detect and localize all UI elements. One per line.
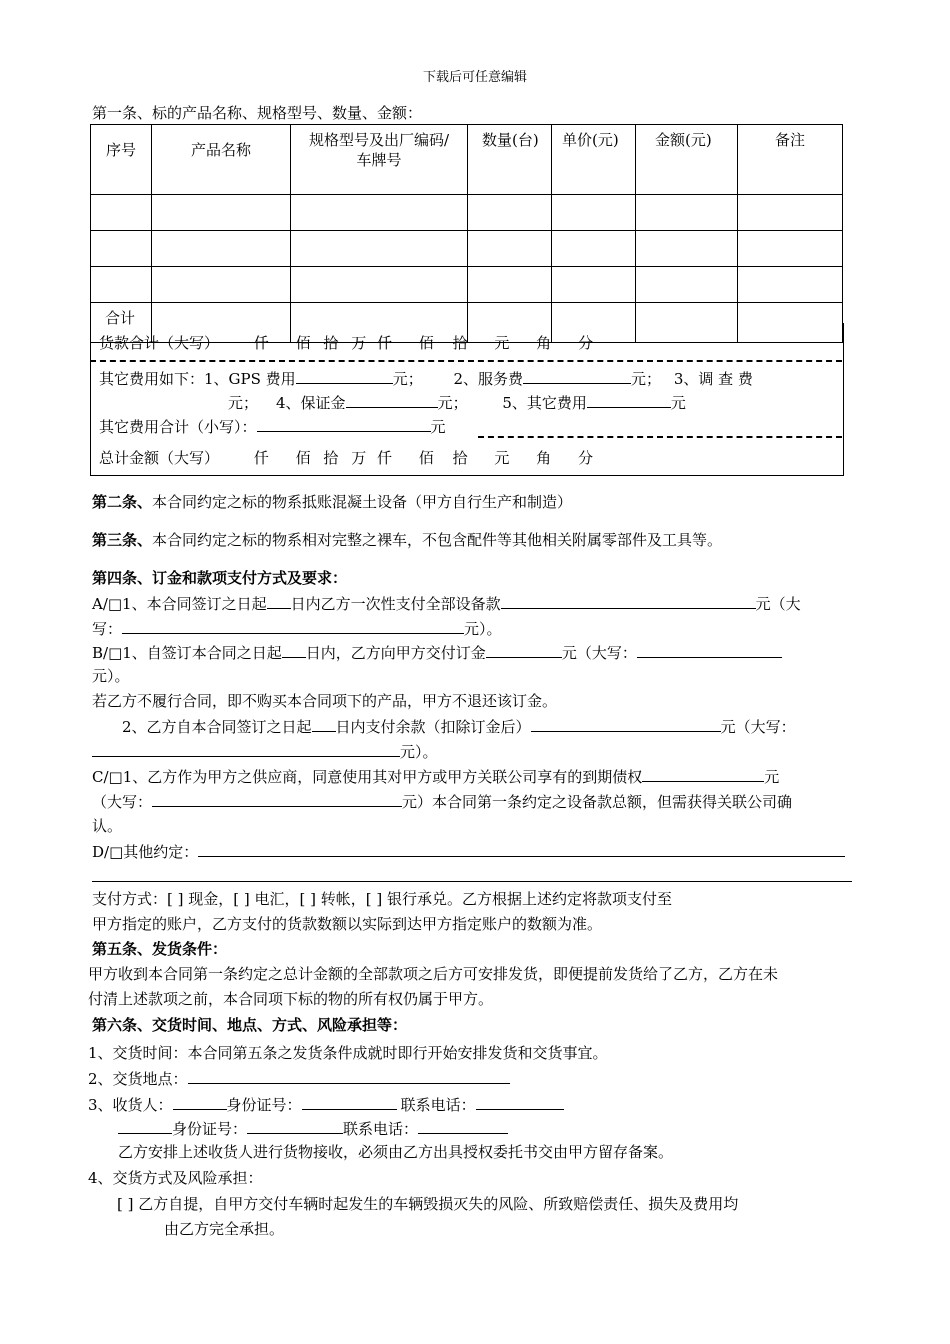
consignee-note: 乙方安排上述收货人进行货物接收，必须由乙方出具授权委托书交由甲方留存备案。 [118, 1143, 674, 1161]
other-fees-line2: 元； 4、保证金 元； 5、其它费用 元 [228, 394, 686, 412]
col-header: 序号 [91, 125, 152, 195]
article1-title: 第一条、标的产品名称、规格型号、数量、金额： [92, 104, 423, 122]
article4-b-line2: 元）。 [92, 667, 130, 685]
article4-a-line2: 写： 元）。 [92, 620, 502, 638]
article6-item3-second: 身份证号： 联系电话： [118, 1118, 508, 1139]
table-header-row [91, 125, 843, 195]
col-header: 规格型号及出厂编码/ 车牌号 [291, 125, 468, 195]
table-row [91, 231, 843, 267]
delivery-option-self-pickup: [ ] 乙方自提，自甲方交付车辆时起发生的车辆毁损灭失的风险、所致赔偿责任、损失及费用均 [117, 1195, 739, 1213]
grand-total-line: 总计金额（大写） 仟 佰 拾 万 仟 佰 拾 元 角 分 [99, 449, 593, 467]
dashed-divider [90, 360, 842, 362]
article6-item3: 3、收货人： 身份证号： 联系电话： [88, 1094, 564, 1115]
article4-c-line2: （大写： 元）本合同第一条约定之设备款总额，但需获得关联公司确 [92, 793, 793, 811]
article4-c-line1: C/□1、乙方作为甲方之供应商，同意使用其对甲方或甲方关联公司享有的到期债权 元 [92, 768, 780, 786]
article6-item2: 2、交货地点： [88, 1068, 510, 1089]
col-header: 产品名称 [152, 125, 291, 195]
article3: 第三条、本合同约定之标的物系相对完整之裸车，不包含配件等其他相关附属零部件及工具等。 [92, 531, 723, 549]
article6-item1: 1、交货时间：本合同第五条之发货条件成就时即行开始安排发货和交货事宜。 [88, 1044, 608, 1062]
table-row [91, 267, 843, 303]
article4-b-line3: 若乙方不履行合同，即不购买本合同项下的产品，甲方不退还该订金。 [92, 692, 558, 710]
payment-method-line1: 支付方式：[ ] 现金，[ ] 电汇，[ ] 转帐，[ ] 银行承兑。乙方根据上述约定将款项支付至 [92, 890, 672, 908]
article4-b-line4: 2、乙方自本合同签订之日起 日内支付余款（扣除订金后） 元（大写： [122, 718, 796, 736]
col-header: 备注 [738, 125, 843, 195]
article4-title: 第四条、订金和款项支付方式及要求： [92, 569, 348, 587]
col-header: 单价(元) [552, 125, 636, 195]
article6-title: 第六条、交货时间、地点、方式、风险承担等： [92, 1016, 408, 1034]
dashed-divider [478, 436, 842, 438]
col-header: 金额(元) [636, 125, 738, 195]
product-table [90, 124, 843, 343]
table-row [91, 195, 843, 231]
goods-total-line: 货款合计（大写） 仟 佰 拾 万 仟 佰 拾 元 角 分 [99, 334, 593, 352]
article4-b-line1: B/□1、自签订本合同之日起 日内，乙方向甲方交付订金 元（大写： [92, 642, 782, 663]
col-header: 数量(台) [468, 125, 552, 195]
other-fees-line1: 其它费用如下：1、GPS 费用 元； 2、服务费 元； 3、调 查 费 [99, 370, 753, 388]
header-watermark: 下载后可任意编辑 [422, 70, 527, 85]
other-fees-total: 其它费用合计（小写）： 元 [99, 418, 446, 436]
article5-line2: 付清上述款项之前，本合同项下标的物的所有权仍属于甲方。 [88, 990, 494, 1008]
article4-d-line: D/□其他约定： [92, 841, 845, 862]
total-label: 合计 [91, 303, 152, 343]
article5-title: 第五条、发货条件： [92, 940, 228, 958]
blank-line [92, 881, 852, 882]
article2: 第二条、本合同约定之标的物系抵账混凝土设备（甲方自行生产和制造） [92, 493, 573, 511]
article4-c-line3: 认。 [92, 817, 123, 835]
article4-b-line5: 元）。 [92, 741, 438, 762]
article6-item4: 4、交货方式及风险承担： [88, 1169, 263, 1187]
delivery-option-self-pickup-cont: 由乙方完全承担。 [164, 1220, 285, 1238]
article4-a-line1: A/□1、本合同签订之日起 日内乙方一次性支付全部设备款 元（大 [92, 595, 801, 613]
payment-method-line2: 甲方指定的账户，乙方支付的货款数额以实际到达甲方指定账户的数额为准。 [92, 915, 603, 933]
article5-line1: 甲方收到本合同第一条约定之总计金额的全部款项之后方可安排发货，即便提前发货给了乙方，乙方在未 [88, 965, 779, 983]
